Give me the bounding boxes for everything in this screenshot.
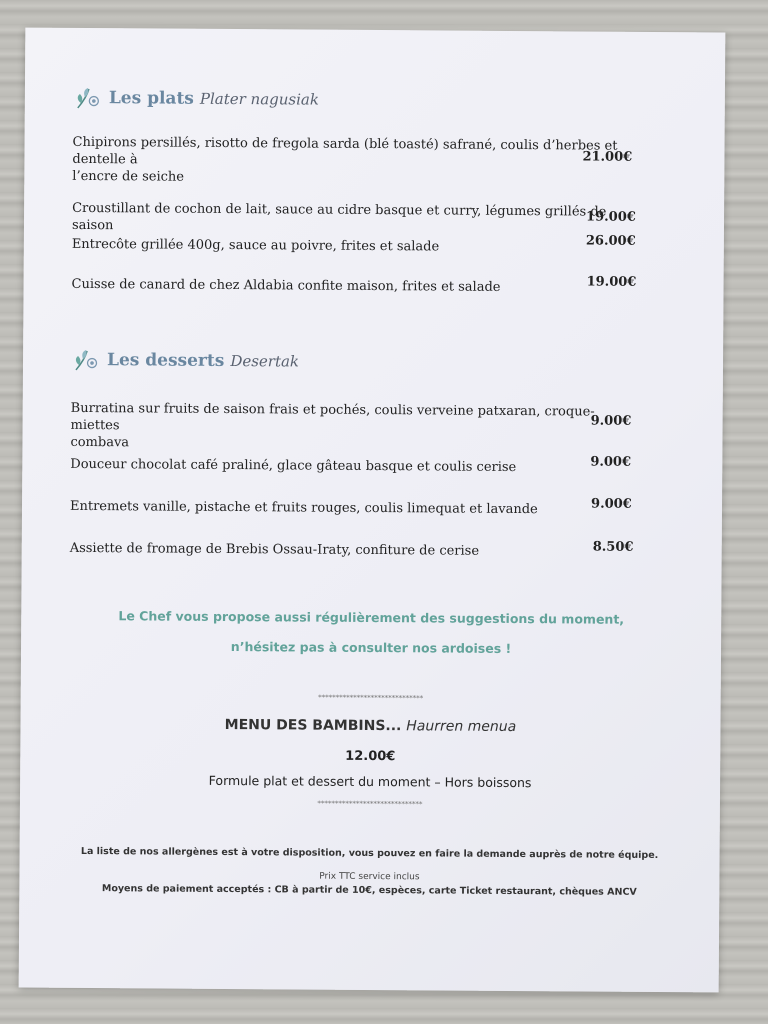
bambins-description: Formule plat et dessert du moment – Hors boissons xyxy=(208,772,532,791)
dessert-item-4 xyxy=(70,540,630,561)
dessert-item-4-line1: Assiette de fromage de Brebis Ossau-Iraty, confiture de cerise xyxy=(69,540,480,559)
plat-item-3-price: 26.00€ xyxy=(585,233,636,249)
bambins-subtitle: Haurren menua xyxy=(406,718,517,736)
plats-subtitle: Plater nagusiak xyxy=(199,89,320,109)
plat-item-2 xyxy=(72,200,632,238)
dessert-item-3-price: 9.00€ xyxy=(590,496,632,512)
dessert-item-1-price: 9.00€ xyxy=(590,413,632,429)
dessert-item-1-line2: combava xyxy=(70,434,130,451)
chef-note-line1: Le Chef vous propose aussi régulièrement des suggestions du moment, xyxy=(118,608,625,627)
plat-item-1-line2: l’encre de seiche xyxy=(72,168,185,185)
dessert-item-2-price: 9.00€ xyxy=(590,454,632,470)
section-title-desserts xyxy=(73,348,299,374)
prix-ttc-note: Prix TTC service inclus xyxy=(319,871,420,883)
desserts-title: Les desserts xyxy=(106,350,225,371)
dessert-item-1 xyxy=(70,400,630,455)
plat-item-2-line1: Croustillant de cochon de lait, sauce au cidre basque et curry, légumes grillés de saison xyxy=(71,200,607,234)
dessert-item-3-line1: Entremets vanille, pistache et fruits rouges, coulis limequat et lavande xyxy=(69,498,538,518)
plat-item-3-line1: Entrecôte grillée 400g, sauce au poivre, frites et salade xyxy=(71,236,440,255)
dessert-item-3 xyxy=(70,498,630,519)
dessert-item-2 xyxy=(70,456,630,477)
dessert-item-1-line1: Burratina sur fruits de saison frais et pochés, coulis verveine patxaran, croque-miettes xyxy=(70,400,595,434)
plat-item-1 xyxy=(72,134,632,189)
bambins-title: MENU DES BAMBINS... xyxy=(224,716,402,735)
chef-note-line2: n’hésitez pas à consulter nos ardoises ! xyxy=(230,639,512,656)
bambins-heading xyxy=(20,716,720,737)
plat-item-2-price: 19.00€ xyxy=(585,209,636,225)
plat-item-4 xyxy=(72,276,632,297)
plat-item-1-price: 21.00€ xyxy=(582,149,633,165)
plat-item-4-price: 19.00€ xyxy=(586,274,637,290)
plat-item-3 xyxy=(72,236,632,257)
plats-title: Les plats xyxy=(108,88,194,109)
allergens-note: La liste de nos allergènes est à votre disposition, vous pouvez en faire la demande auprès de notre équipe. xyxy=(80,845,659,862)
paiement-note: Moyens de paiement acceptés : CB à partir de 10€, espèces, carte Ticket restaurant, chèques ANCV xyxy=(101,883,637,898)
bambins-price: 12.00€ xyxy=(345,748,396,765)
leaf-sprig-icon xyxy=(73,348,99,372)
dessert-item-2-line1: Douceur chocolat café praliné, glace gâteau basque et coulis cerise xyxy=(70,456,517,476)
plat-item-4-line1: Cuisse de canard de chez Aldabia confite maison, frites et salade xyxy=(71,276,501,295)
desserts-subtitle: Desertak xyxy=(230,352,300,371)
stars-divider-bottom: ****************************** xyxy=(317,799,423,809)
section-title-plats xyxy=(75,86,319,112)
leaf-sprig-icon xyxy=(75,86,101,110)
plat-item-1-line1: Chipirons persillés, risotto de fregola sarda (blé toasté) safrané, coulis d’herbes et dentelle à xyxy=(72,134,618,168)
menu-page xyxy=(19,28,726,993)
stars-divider-top: ****************************** xyxy=(318,693,424,703)
dessert-item-4-price: 8.50€ xyxy=(592,539,634,555)
